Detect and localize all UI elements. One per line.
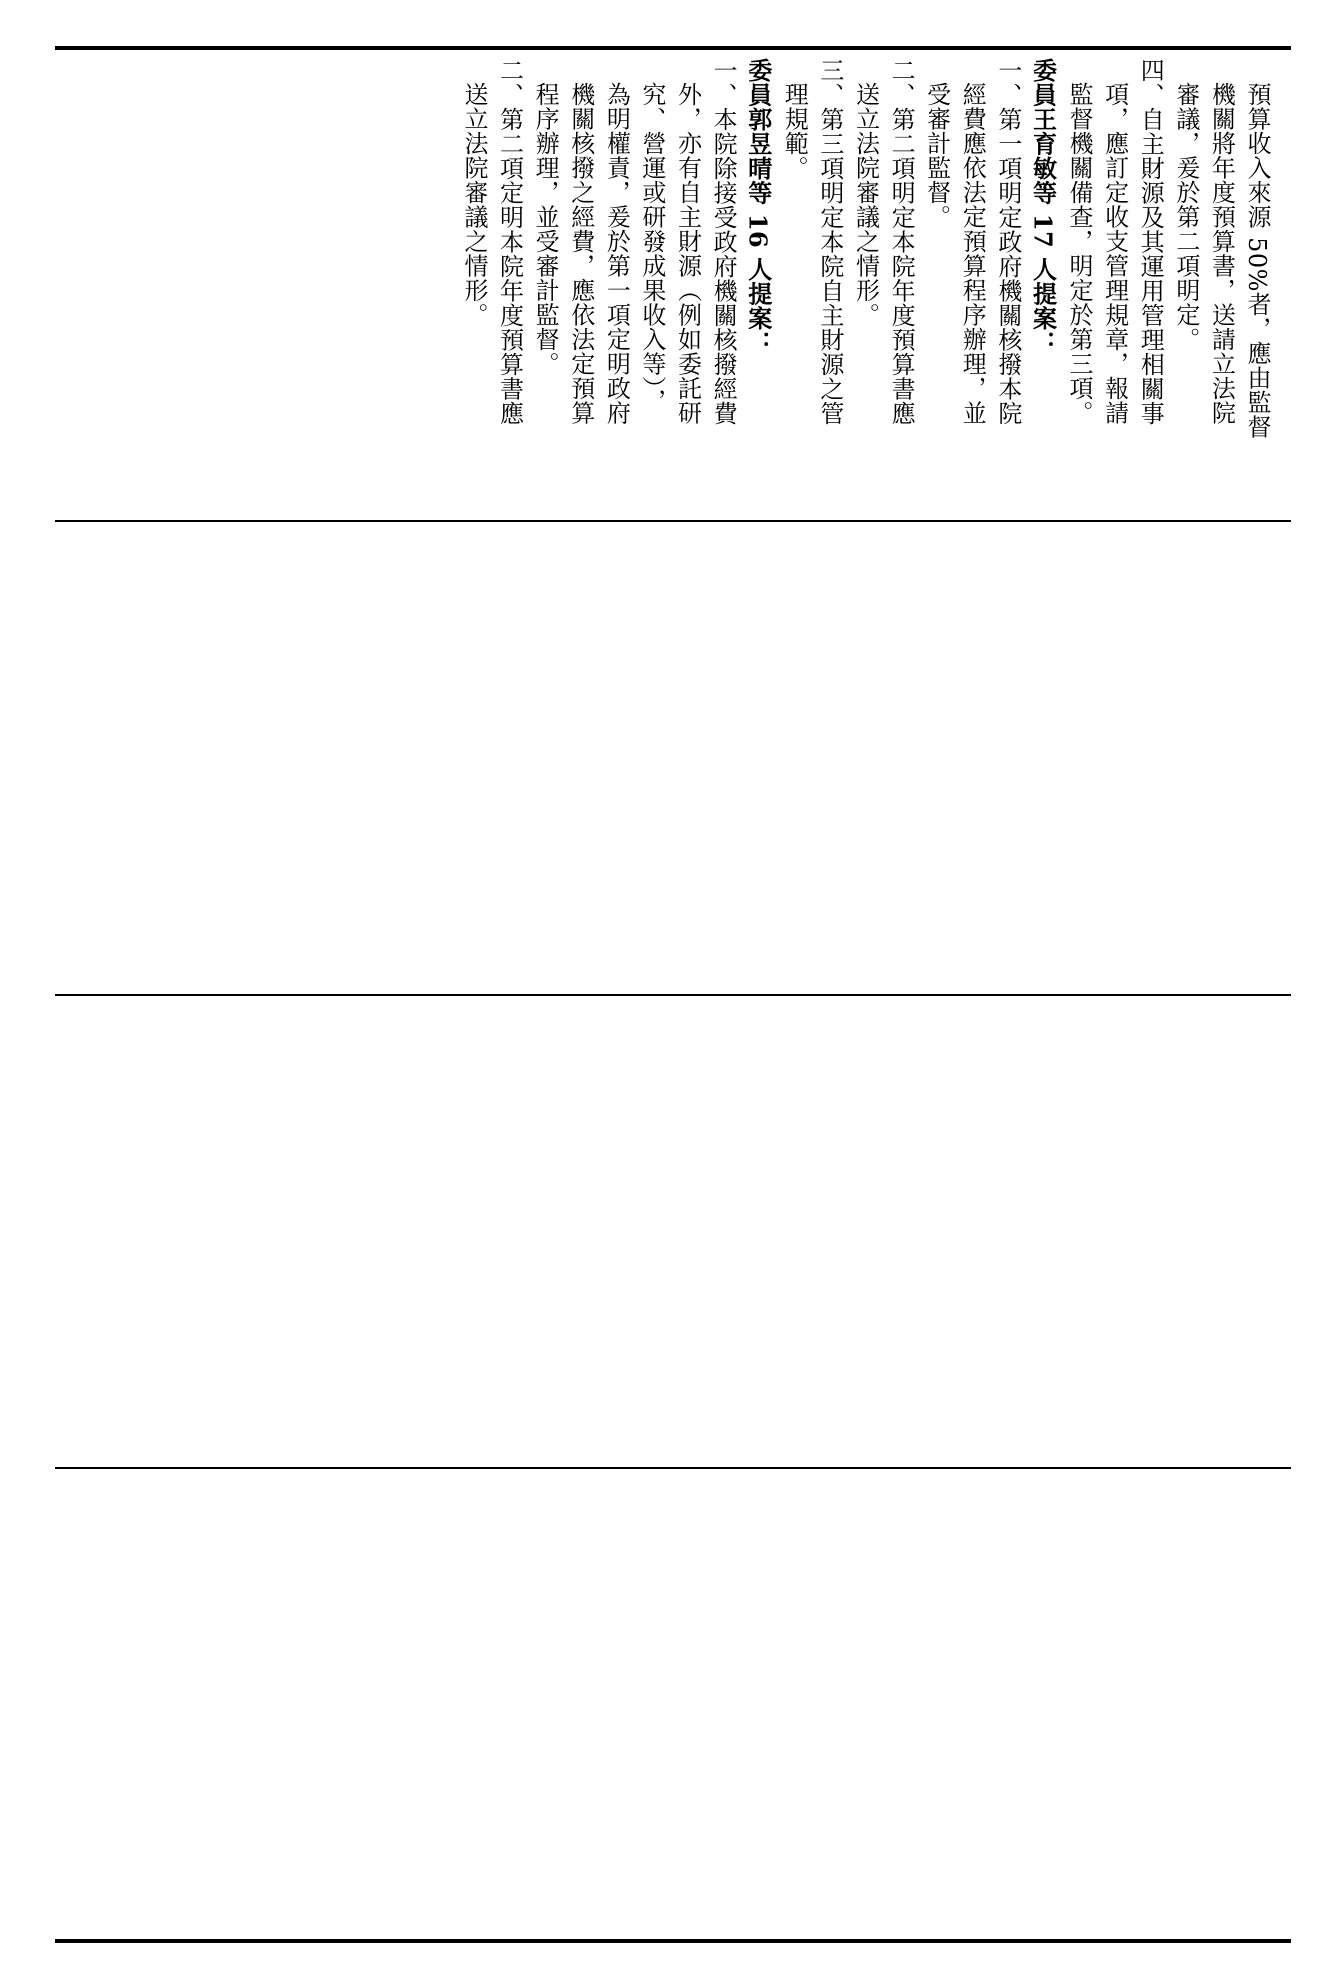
text-line: 三、第三項明定本院自主財源之管	[815, 58, 844, 426]
text-line: 究、營運或研發成果收入等），	[637, 82, 666, 413]
text-line: 一、本院除接受政府機關核撥經費	[709, 58, 738, 426]
proposal-heading: 委員王育敏等 17 人提案：	[1028, 58, 1058, 356]
text-line: 機關將年度預算書，送請立法院	[1207, 82, 1236, 425]
text-line: 機關核撥之經費，應依法定預算	[566, 82, 595, 425]
empty-panel	[55, 1469, 1291, 1939]
text-line: 二、第二項定明本院年度預算書應	[495, 58, 524, 426]
text-line: 程序辦理，並受審計監督。	[531, 82, 560, 376]
text-line: 送立法院審議之情形。	[459, 82, 488, 327]
text-line: 審議，爰於第二項明定。	[1171, 82, 1200, 352]
text-line: 監督機關備查，明定於第三項。	[1065, 82, 1094, 425]
proposal-heading: 委員郭昱晴等 16 人提案：	[743, 58, 773, 356]
text-line: 理規範。	[780, 82, 809, 180]
text-line: 為明權責，爰於第一項定明政府	[602, 82, 631, 425]
text-line: 經費應依法定預算程序辦理，並	[958, 82, 987, 425]
empty-panel	[55, 996, 1291, 1467]
text-line: 預算收入來源 50%者，應由監督	[1243, 82, 1271, 439]
text-line: 受審計監督。	[922, 82, 951, 229]
empty-panel	[55, 522, 1291, 994]
explanation-text-column	[455, 58, 1274, 513]
text-line: 送立法院審議之情形。	[851, 82, 880, 327]
text-line: 項，應訂定收支管理規章，報請	[1100, 82, 1129, 425]
text-line: 二、第二項明定本院年度預算書應	[887, 58, 916, 426]
text-line: 外，亦有自主財源（例如委託研	[673, 82, 702, 425]
text-line: 一、第一項明定政府機關核撥本院	[993, 58, 1022, 426]
bottom-rule	[55, 1939, 1291, 1943]
text-line: 四、自主財源及其運用管理相關事	[1136, 58, 1165, 426]
